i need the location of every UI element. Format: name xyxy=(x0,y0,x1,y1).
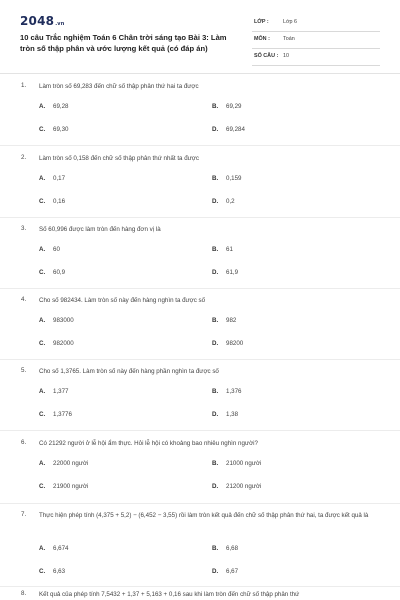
option-text: 22000 người xyxy=(53,460,89,467)
option-letter: D. xyxy=(212,411,219,418)
question-text: Cho số 1,3765. Làm tròn số này đến hàng phần nghìn ta được số xyxy=(39,368,219,375)
option-d[interactable] xyxy=(212,269,238,276)
option-text: 69,28 xyxy=(53,103,69,110)
option-text: 0,159 xyxy=(226,175,242,182)
question-text: Kết quả của phép tính 7,5432 + 1,37 + 5,163 + 0,16 sau khi làm tròn đến chữ số thập phân thứ xyxy=(39,591,300,598)
meta-row-class xyxy=(252,15,380,32)
option-c[interactable] xyxy=(39,568,65,575)
meta-value-count: 10 xyxy=(283,53,289,59)
option-text: 69,30 xyxy=(53,126,69,133)
option-letter: A. xyxy=(39,460,46,467)
logo-suffix: .vn xyxy=(55,21,65,27)
option-letter: C. xyxy=(39,198,46,205)
meta-label-subject: MÔN : xyxy=(254,36,270,42)
option-d[interactable] xyxy=(212,340,243,347)
logo-main: 2048 xyxy=(20,14,55,28)
option-c[interactable] xyxy=(39,340,74,347)
option-a[interactable] xyxy=(39,246,60,253)
option-letter: A. xyxy=(39,175,46,182)
option-letter: D. xyxy=(212,568,219,575)
option-b[interactable] xyxy=(212,175,241,182)
option-text: 1,377 xyxy=(53,388,69,395)
question-number: 6. xyxy=(21,439,27,446)
option-letter: A. xyxy=(39,103,46,110)
option-letter: D. xyxy=(212,483,219,490)
option-text: 0,2 xyxy=(226,198,235,205)
option-text: 982000 xyxy=(53,340,74,347)
question-divider xyxy=(0,145,400,146)
meta-value-subject: Toán xyxy=(283,36,295,42)
option-letter: A. xyxy=(39,388,46,395)
question-number: 7. xyxy=(21,511,27,518)
option-letter: C. xyxy=(39,483,46,490)
question-divider xyxy=(0,586,400,587)
site-logo[interactable] xyxy=(20,14,65,28)
option-letter: C. xyxy=(39,126,46,133)
option-a[interactable] xyxy=(39,388,68,395)
option-text: 0,17 xyxy=(53,175,66,182)
option-b[interactable] xyxy=(212,103,241,110)
option-letter: B. xyxy=(212,175,219,182)
question-divider xyxy=(0,359,400,360)
option-letter: A. xyxy=(39,246,46,253)
option-letter: B. xyxy=(212,545,219,552)
question-text: Làm tròn số 0,158 đến chữ số thập phân thứ nhất ta được xyxy=(39,155,199,162)
question-divider xyxy=(0,430,400,431)
option-letter: D. xyxy=(212,198,219,205)
question-text: Thực hiện phép tính (4,375 + 5,2) − (6,452 − 3,55) rồi làm tròn kết quả đến chữ số thập phân thứ hai, ta được kết quả là xyxy=(39,512,369,519)
option-text: 69,284 xyxy=(226,126,245,133)
option-c[interactable] xyxy=(39,411,72,418)
option-a[interactable] xyxy=(39,460,88,467)
question-divider xyxy=(0,503,400,504)
question-number: 2. xyxy=(21,154,27,161)
meta-row-count xyxy=(252,49,380,66)
option-text: 0,16 xyxy=(53,198,66,205)
option-letter: B. xyxy=(212,246,219,253)
option-text: 982 xyxy=(226,317,237,324)
option-letter: B. xyxy=(212,388,219,395)
question-number: 4. xyxy=(21,296,27,303)
option-text: 60,9 xyxy=(53,269,66,276)
question-text: Số 60,996 được làm tròn đến hàng đơn vị là xyxy=(39,226,161,233)
meta-label-count: SỐ CÂU : xyxy=(254,53,279,59)
option-b[interactable] xyxy=(212,317,236,324)
meta-row-subject xyxy=(252,32,380,49)
option-text: 98200 xyxy=(226,340,244,347)
question-number: 5. xyxy=(21,367,27,374)
option-text: 61 xyxy=(226,246,233,253)
option-a[interactable] xyxy=(39,317,74,324)
option-text: 1,3776 xyxy=(53,411,72,418)
option-letter: B. xyxy=(212,103,219,110)
option-text: 6,63 xyxy=(53,568,66,575)
option-text: 983000 xyxy=(53,317,74,324)
option-b[interactable] xyxy=(212,545,238,552)
option-d[interactable] xyxy=(212,126,245,133)
quiz-title: 10 câu Trắc nghiệm Toán 6 Chân trời sáng tạo Bài 3: Làm tròn số thập phân và ước lượng kết quả (có đáp án) xyxy=(20,33,227,53)
meta-value-class: Lớp 6 xyxy=(283,19,298,25)
option-letter: A. xyxy=(39,317,46,324)
option-letter: C. xyxy=(39,411,46,418)
option-d[interactable] xyxy=(212,568,238,575)
question-number: 1. xyxy=(21,82,27,89)
option-text: 1,38 xyxy=(226,411,239,418)
option-letter: C. xyxy=(39,340,46,347)
option-a[interactable] xyxy=(39,545,68,552)
option-text: 1,376 xyxy=(226,388,242,395)
option-text: 6,674 xyxy=(53,545,69,552)
option-d[interactable] xyxy=(212,483,261,490)
option-b[interactable] xyxy=(212,246,233,253)
question-divider xyxy=(0,288,400,289)
option-letter: D. xyxy=(212,126,219,133)
option-letter: C. xyxy=(39,568,46,575)
question-number: 3. xyxy=(21,225,27,232)
question-text: Cho số 982434. Làm tròn số này đến hàng nghìn ta được số xyxy=(39,297,206,304)
option-text: 6,68 xyxy=(226,545,239,552)
option-text: 21200 người xyxy=(226,483,262,490)
option-letter: D. xyxy=(212,269,219,276)
option-text: 21000 người xyxy=(226,460,262,467)
option-b[interactable] xyxy=(212,388,241,395)
option-d[interactable] xyxy=(212,411,238,418)
option-text: 69,29 xyxy=(226,103,242,110)
meta-label-class: LỚP : xyxy=(254,19,269,25)
option-text: 21900 người xyxy=(53,483,89,490)
option-c[interactable] xyxy=(39,269,65,276)
option-letter: D. xyxy=(212,340,219,347)
question-number: 8. xyxy=(21,590,27,597)
option-letter: B. xyxy=(212,460,219,467)
option-c[interactable] xyxy=(39,198,65,205)
option-letter: C. xyxy=(39,269,46,276)
option-text: 6,67 xyxy=(226,568,239,575)
header-divider xyxy=(0,73,400,74)
option-text: 61,9 xyxy=(226,269,239,276)
option-letter: B. xyxy=(212,317,219,324)
option-letter: A. xyxy=(39,545,46,552)
question-divider xyxy=(0,217,400,218)
question-text: Có 21292 người ở lễ hội ẩm thực. Hỏi lễ hội có khoảng bao nhiêu nghìn người? xyxy=(39,440,258,447)
option-a[interactable] xyxy=(39,175,65,182)
page-header xyxy=(0,0,400,72)
option-a[interactable] xyxy=(39,103,68,110)
option-text: 60 xyxy=(53,246,60,253)
option-c[interactable] xyxy=(39,483,88,490)
option-d[interactable] xyxy=(212,198,235,205)
question-text: Làm tròn số 69,283 đến chữ số thập phân thứ hai ta được xyxy=(39,83,199,90)
quiz-meta xyxy=(252,15,380,66)
option-c[interactable] xyxy=(39,126,68,133)
option-b[interactable] xyxy=(212,460,261,467)
